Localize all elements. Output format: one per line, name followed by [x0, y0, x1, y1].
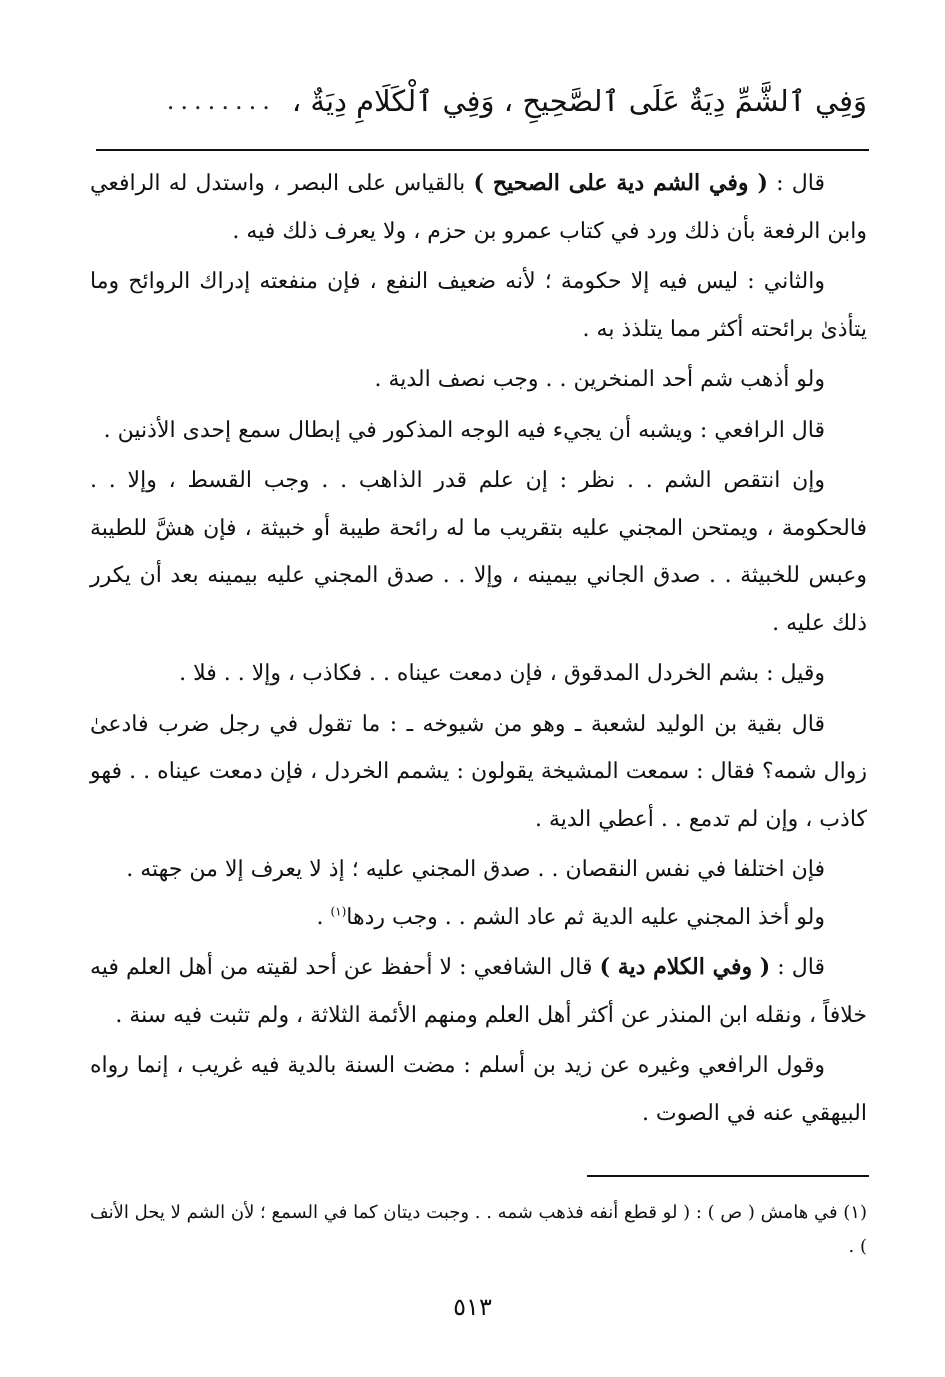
paragraph-speech-diya	[90, 944, 867, 1039]
paragraph: والثاني : ليس فيه إلا حكومة ؛ لأنه ضعيف النفع ، فإن منفعته إدراك الروائح وما يتأذىٰ برائحته أكثر مما يتلذذ به .	[90, 269, 867, 342]
main-text	[90, 160, 867, 1137]
footnote-marker[interactable]: (١)	[330, 904, 347, 919]
header-divider	[96, 149, 869, 151]
paragraph-lead: قال :	[767, 171, 825, 196]
paragraph-text: قال الشافعي : لا أحفظ عن أحد لقيته من أهل العلم فيه خلافاً ، ونقله ابن المنذر عن أكثر أهل العلم ومنهم الأئمة الثلاثة ، ولم تثبت فيه سنة .	[90, 955, 867, 1028]
header-title: وَفِي ٱلشَّمِّ دِيَةٌ عَلَى ٱلصَّحِيحِ ، وَفِي ٱلْكَلَامِ دِيَةٌ ،	[291, 84, 867, 118]
matn-quote: ( وفي الشم دية على الصحيح )	[473, 170, 768, 196]
footnote-divider	[587, 1175, 869, 1177]
matn-quote: ( وفي الكلام دية )	[599, 954, 771, 980]
paragraph: ولو أذهب شم أحد المنخرين . . وجب نصف الدية .	[374, 367, 825, 392]
paragraph: قال بقية بن الوليد لشعبة ـ وهو من شيوخه ـ : ما تقول في رجل ضرب فادعىٰ زوال شمه؟ فقال : سمعت المشيخة يقولون : يشمم الخردل ، فإن دمعت عيناه . . فهو كاذب ، وإن لم تدمع . . أعطي الدية .	[90, 711, 867, 832]
paragraph: وإن انتقص الشم . . نظر : إن علم قدر الذاهب . . وجب القسط ، وإلا . . فالحكومة ، ويمتحن المجني عليه بتقريب ما له رائحة طيبة أو خبيثة ، فإن هشَّ للطيبة وعبس للخبيثة . . صدق الجاني بيمينه ، وإلا . . صدق المجني عليه بيمينه بعد أن يكرر ذلك عليه .	[90, 468, 867, 636]
paragraph: فإن اختلفا في نفس النقصان . . صدق المجني عليه ؛ إذ لا يعرف إلا من جهته .	[126, 857, 825, 882]
page-number: ٥١٣	[453, 1293, 492, 1321]
paragraph-smell-diya	[90, 160, 867, 255]
paragraph: وقيل : بشم الخردل المدقوق ، فإن دمعت عيناه . . فكاذب ، وإلا . . فلا .	[179, 661, 825, 686]
paragraph-text: بالقياس على البصر ، واستدل له الرافعي وابن الرفعة بأن ذلك ورد في كتاب عمرو بن حزم ، ولا يعرف ذلك فيه .	[90, 171, 867, 244]
paragraph-lead: قال :	[770, 955, 825, 980]
header-dots: ........	[166, 87, 276, 115]
paragraph-end: .	[316, 904, 331, 930]
paragraph-text: ولو أخذ المجني عليه الدية ثم عاد الشم . . وجب ردها	[346, 904, 825, 930]
paragraph: وقول الرافعي وغيره عن زيد بن أسلم : مضت السنة بالدية فيه غريب ، إنما رواه البيهقي عنه في الصوت .	[90, 1053, 867, 1126]
paragraph: قال الرافعي : ويشبه أن يجيء فيه الوجه المذكور في إبطال سمع إحدى الأذنين .	[103, 417, 825, 443]
footnote: (١) في هامش ( ص ) : ( لو قطع أنفه فذهب شمه . . وجبت ديتان كما في السمع ؛ لأن الشم لا يحل الأنف ) .	[90, 1202, 867, 1257]
paragraph-with-footnote	[90, 894, 867, 942]
running-header	[95, 62, 867, 140]
